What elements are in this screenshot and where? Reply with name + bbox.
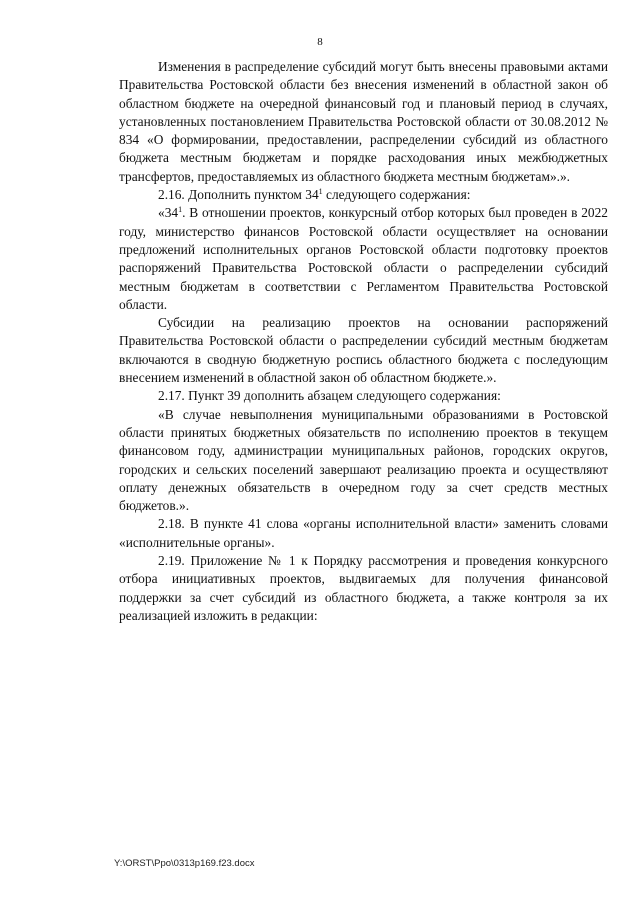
paragraph-2-17: 2.17. Пункт 39 дополнить абзацем следующего содержания:	[158, 388, 501, 404]
paragraph-2-19: 2.19. Приложение № 1 к Порядку рассмотрения и проведения конкурсного отбора инициативных проектов, выдвигаемых для получения финансовой поддержки за счет субсидий из областного бюджета, а также контроля за их реализацией изложить в редакции:	[119, 553, 608, 623]
paragraph-34-1	[119, 204, 608, 314]
page-number: 8	[317, 36, 323, 48]
superscript: 1	[318, 187, 323, 197]
paragraph-non-fulfillment: «В случае невыполнения муниципальными образованиями в Ростовской области принятых бюджетных обязательств по исполнению проектов в текущем финансовом году, администрации муниципальных районов, городских округов, городских и сельских поселений завершают реализацию проекта и осуществляют оплату денежных обязательств в очередном году за счет средств местных бюджетов.».	[119, 406, 608, 514]
paragraph-34-1-start: «34	[158, 205, 179, 221]
paragraph-2-16-text-end: следующего содержания:	[322, 187, 471, 203]
footer-file-path: Y:\ORST\Ppo\0313p169.f23.docx	[114, 858, 255, 869]
paragraph-34-1-text: . В отношении проектов, конкурсный отбор которых был проведен в 2022 году, министерство финансов Ростовской области осуществляет на основании предложений исполнительных органов Ростовской области подготовку проектов распоряжений Правительства Ростовской области о распределении субсидий местным бюджетам в соответствии с Регламентом Правительства Ростовской области.	[119, 205, 608, 312]
paragraph-2-16-text: 2.16. Дополнить пунктом 34	[158, 187, 319, 203]
document-body	[119, 58, 608, 625]
paragraph-2-18: 2.18. В пункте 41 слова «органы исполнительной власти» заменить словами «исполнительные органы».	[119, 516, 608, 550]
paragraph-subsidy-changes: Изменения в распределение субсидий могут быть внесены правовыми актами Правительства Ростовской области без внесения изменений в областной закон об областном бюджете на очередной финансовый год и плановый период в случаях, установленных постановлением Правительства Ростовской области от 30.08.2012 № 834 «О формировании, предоставлении, распределении субсидий из областного бюджета местным бюджетам и порядке расходования иных межбюджетных трансфертов, предоставляемых из областного бюджета местным бюджетам».».	[119, 59, 608, 184]
superscript: 1	[178, 205, 183, 215]
paragraph-2-16	[119, 186, 608, 204]
paragraph-subsidies-projects: Субсидии на реализацию проектов на основании распоряжений Правительства Ростовской области о распределении субсидий местным бюджетам включаются в сводную бюджетную роспись областного бюджета с последующим внесением изменений в областной закон об областном бюджете.».	[119, 315, 608, 386]
